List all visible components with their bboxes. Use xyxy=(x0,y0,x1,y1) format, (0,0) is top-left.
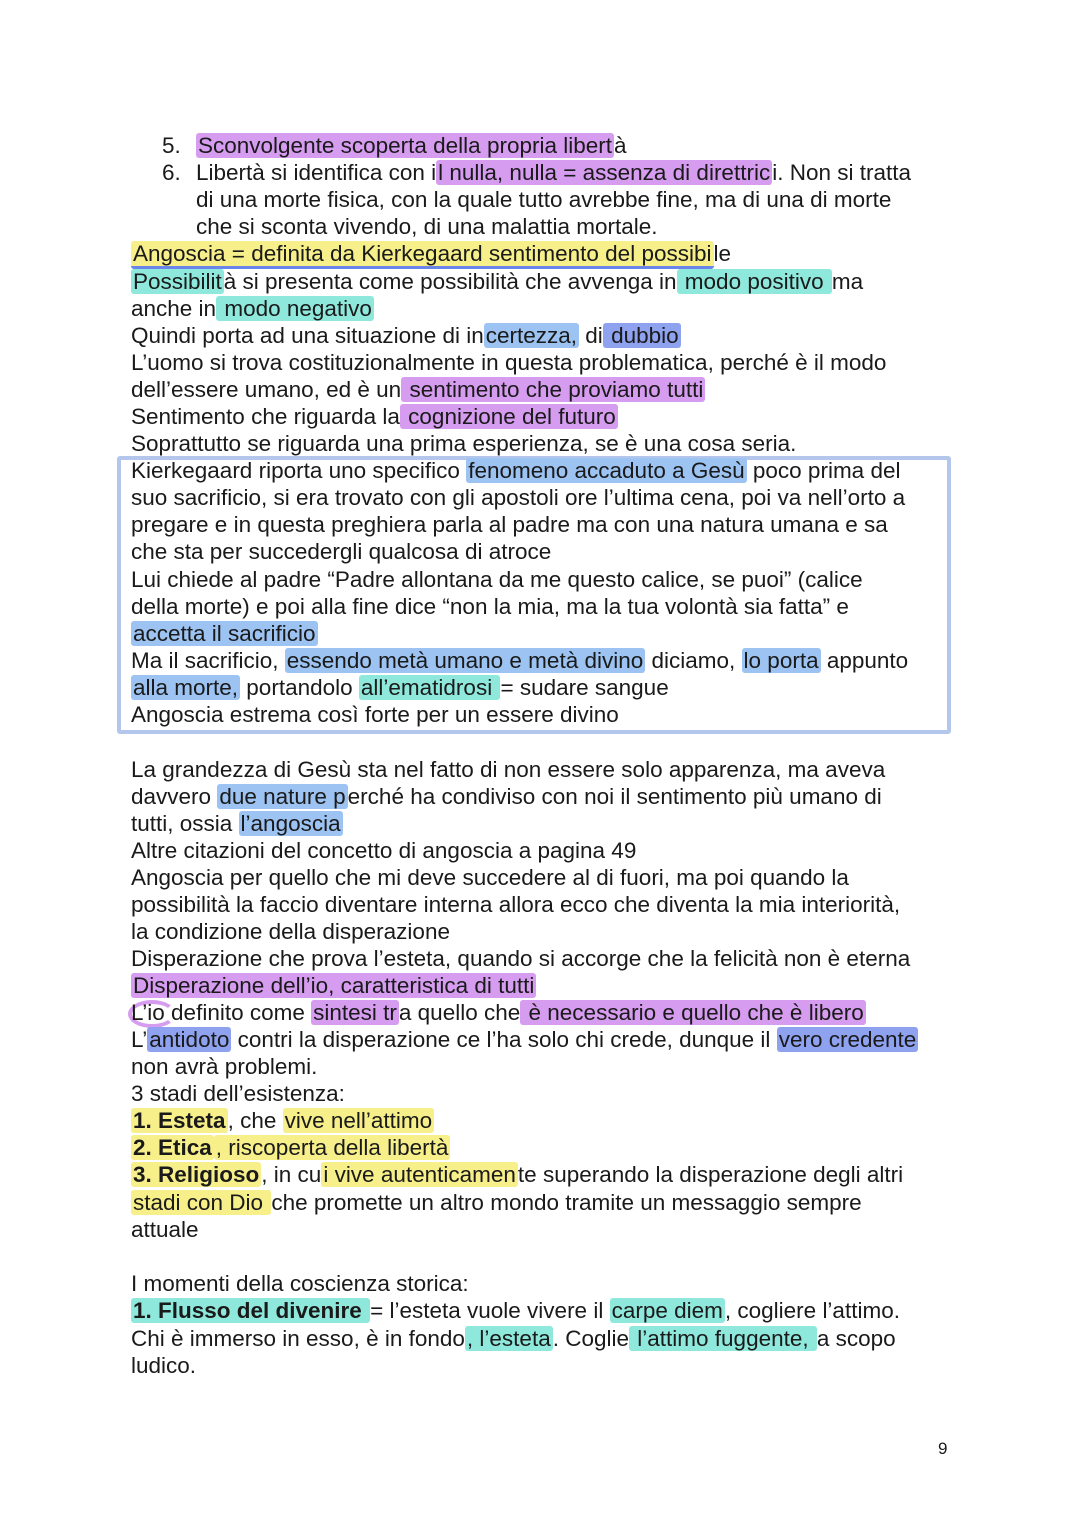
text-line: dell’essere umano, ed è un sentimento che proviamo tutti xyxy=(131,377,704,402)
highlight: 1. Flusso del divenire xyxy=(133,1298,369,1323)
text-line xyxy=(131,620,318,647)
text-line: Angoscia estrema così forte per un essere divino xyxy=(131,702,619,727)
text-line: I momenti della coscienza storica: xyxy=(131,1271,469,1296)
text-line: non avrà problemi. xyxy=(131,1054,318,1079)
text-line: Sconvolgente scoperta della propria libertà xyxy=(198,133,627,158)
highlight: stadi con Dio xyxy=(133,1190,270,1215)
text-line: suo sacrificio, si era trovato con gli apostoli ore l’ultima cena, poi va nell’orto a xyxy=(131,485,906,510)
text-line: La grandezza di Gesù sta nel fatto di non essere solo apparenza, ma aveva xyxy=(131,757,886,782)
text-line: stadi con Dio che promette un altro mondo tramite un messaggio sempre xyxy=(133,1190,862,1215)
text-line: possibilità la faccio diventare interna allora ecco che diventa la mia interiorità, xyxy=(131,892,901,917)
list-number: 5. xyxy=(162,133,181,158)
highlight: vero credente xyxy=(778,1027,917,1052)
highlight: due nature p xyxy=(219,784,346,809)
highlight: cognizione del futuro xyxy=(401,404,616,429)
text-line: Soprattutto se riguarda una prima esperienza, se è una cosa seria. xyxy=(131,431,797,456)
text-line xyxy=(131,972,536,999)
text-line: Ma il sacrificio, essendo metà umano e metà divino diciamo, lo porta appunto xyxy=(131,648,909,673)
text-line: Chi è immerso in esso, è in fondo, l’esteta. Coglie l’attimo fuggente, a scopo xyxy=(131,1326,896,1351)
text-line: Angoscia per quello che mi deve succedere al di fuori, ma poi quando la xyxy=(131,865,849,890)
text-line: ludico. xyxy=(131,1353,197,1378)
highlight: Possibilit xyxy=(133,269,222,294)
text-line: Kierkegaard riporta uno specifico fenomeno accaduto a Gesù poco prima del xyxy=(131,458,901,483)
highlight: antidoto xyxy=(149,1027,230,1052)
text-line: di una morte fisica, con la quale tutto avrebbe fine, ma di una di morte xyxy=(196,187,892,212)
highlight: fenomeno accaduto a Gesù xyxy=(468,458,745,483)
text-line: tutti, ossia l’angoscia xyxy=(131,811,341,836)
highlight: , riscoperta della libertà xyxy=(215,1135,449,1160)
highlight: l nulla, nulla = assenza di direttric xyxy=(438,160,771,185)
highlight: modo positivo xyxy=(678,269,830,294)
page-number: 9 xyxy=(938,1439,948,1458)
highlight: dubbio xyxy=(604,323,679,348)
highlight: , l’esteta xyxy=(466,1326,551,1351)
text-line: che sta per succedergli qualcosa di atroce xyxy=(131,539,552,564)
highlight: all’ematidrosi xyxy=(360,675,499,700)
highlight: alla morte, xyxy=(133,675,239,700)
text-line: Disperazione che prova l’esteta, quando si accorge che la felicità non è eterna xyxy=(131,946,911,971)
text-line xyxy=(131,1134,450,1161)
text-line: davvero due nature perché ha condiviso con noi il sentimento più umano di xyxy=(131,784,882,809)
text-line: Sentimento che riguarda la cognizione del futuro xyxy=(131,404,616,429)
highlight: sentimento che proviamo tutti xyxy=(403,377,704,402)
text-line: Lui chiede al padre “Padre allontana da me questo calice, se puoi” (calice xyxy=(131,567,863,592)
highlight: modo negativo xyxy=(218,296,372,321)
text-line: Possibilità si presenta come possibilità che avvenga in modo positivo ma xyxy=(133,269,864,294)
highlight: essendo metà umano e metà divino xyxy=(286,648,644,673)
text-line: L’antidoto contri la disperazione ce l’ha solo chi crede, dunque il vero credente xyxy=(131,1027,917,1052)
text-line: 1. Esteta, che vive nell’attimo xyxy=(133,1108,433,1133)
text-line: 3 stadi dell’esistenza: xyxy=(131,1081,345,1106)
text-line: pregare e in questa preghiera parla al padre ma con una natura umana e sa xyxy=(131,512,888,537)
highlight: Disperazione dell’io, caratteristica di tutti xyxy=(133,973,535,998)
highlight: certezza, xyxy=(485,323,578,348)
highlight: 3. Religioso xyxy=(133,1162,260,1187)
text-line: L’io definito come sintesi tra quello che è necessario e quello che è libero xyxy=(131,1000,864,1025)
highlight: Angoscia = definita da Kierkegaard sentimento del possibi xyxy=(131,241,714,269)
text-line: anche in modo negativo xyxy=(131,296,372,321)
highlight: l’attimo fuggente, xyxy=(631,1326,815,1351)
highlight: 1. Esteta xyxy=(133,1108,226,1133)
text-line: Angoscia = definita da Kierkegaard sentimento del possibile xyxy=(131,240,731,267)
text-line: 3. Religioso, in cui vive autenticamente superando la disperazione degli altri xyxy=(133,1162,904,1187)
highlight: accetta il sacrificio xyxy=(133,621,316,646)
highlight: lo porta xyxy=(743,648,819,673)
highlight: carpe diem xyxy=(611,1298,723,1323)
highlight: vive nell’attimo xyxy=(284,1108,433,1133)
list-number: 6. xyxy=(162,160,181,185)
text-line: Altre citazioni del concetto di angoscia a pagina 49 xyxy=(131,838,637,863)
highlight: 2. Etica xyxy=(133,1135,212,1160)
highlight: i vive autenticamen xyxy=(323,1162,516,1187)
text-line: Quindi porta ad una situazione di incertezza, di dubbio xyxy=(131,323,679,348)
text-line: che si sconta vivendo, di una malattia mortale. xyxy=(196,214,658,239)
highlight: sintesi tr xyxy=(313,1000,397,1025)
highlight: è necessario e quello che è libero xyxy=(522,1000,864,1025)
text-line: 1. Flusso del divenire = l’esteta vuole vivere il carpe diem, cogliere l’attimo. xyxy=(133,1298,900,1323)
text-line: attuale xyxy=(131,1217,199,1242)
text-line: Libertà si identifica con il nulla, nulla = assenza di direttrici. Non si tratta xyxy=(196,160,912,185)
text-line: alla morte, portandolo all’ematidrosi = sudare sangue xyxy=(133,675,669,700)
highlight: l’angoscia xyxy=(240,811,341,836)
text-line: la condizione della disperazione xyxy=(131,919,450,944)
text-line: L’uomo si trova costituzionalmente in questa problematica, perché è il modo xyxy=(131,350,887,375)
highlight: Sconvolgente scoperta della propria libert xyxy=(198,133,612,158)
text-line: della morte) e poi alla fine dice “non la mia, ma la tua volontà sia fatta” e xyxy=(131,594,849,619)
